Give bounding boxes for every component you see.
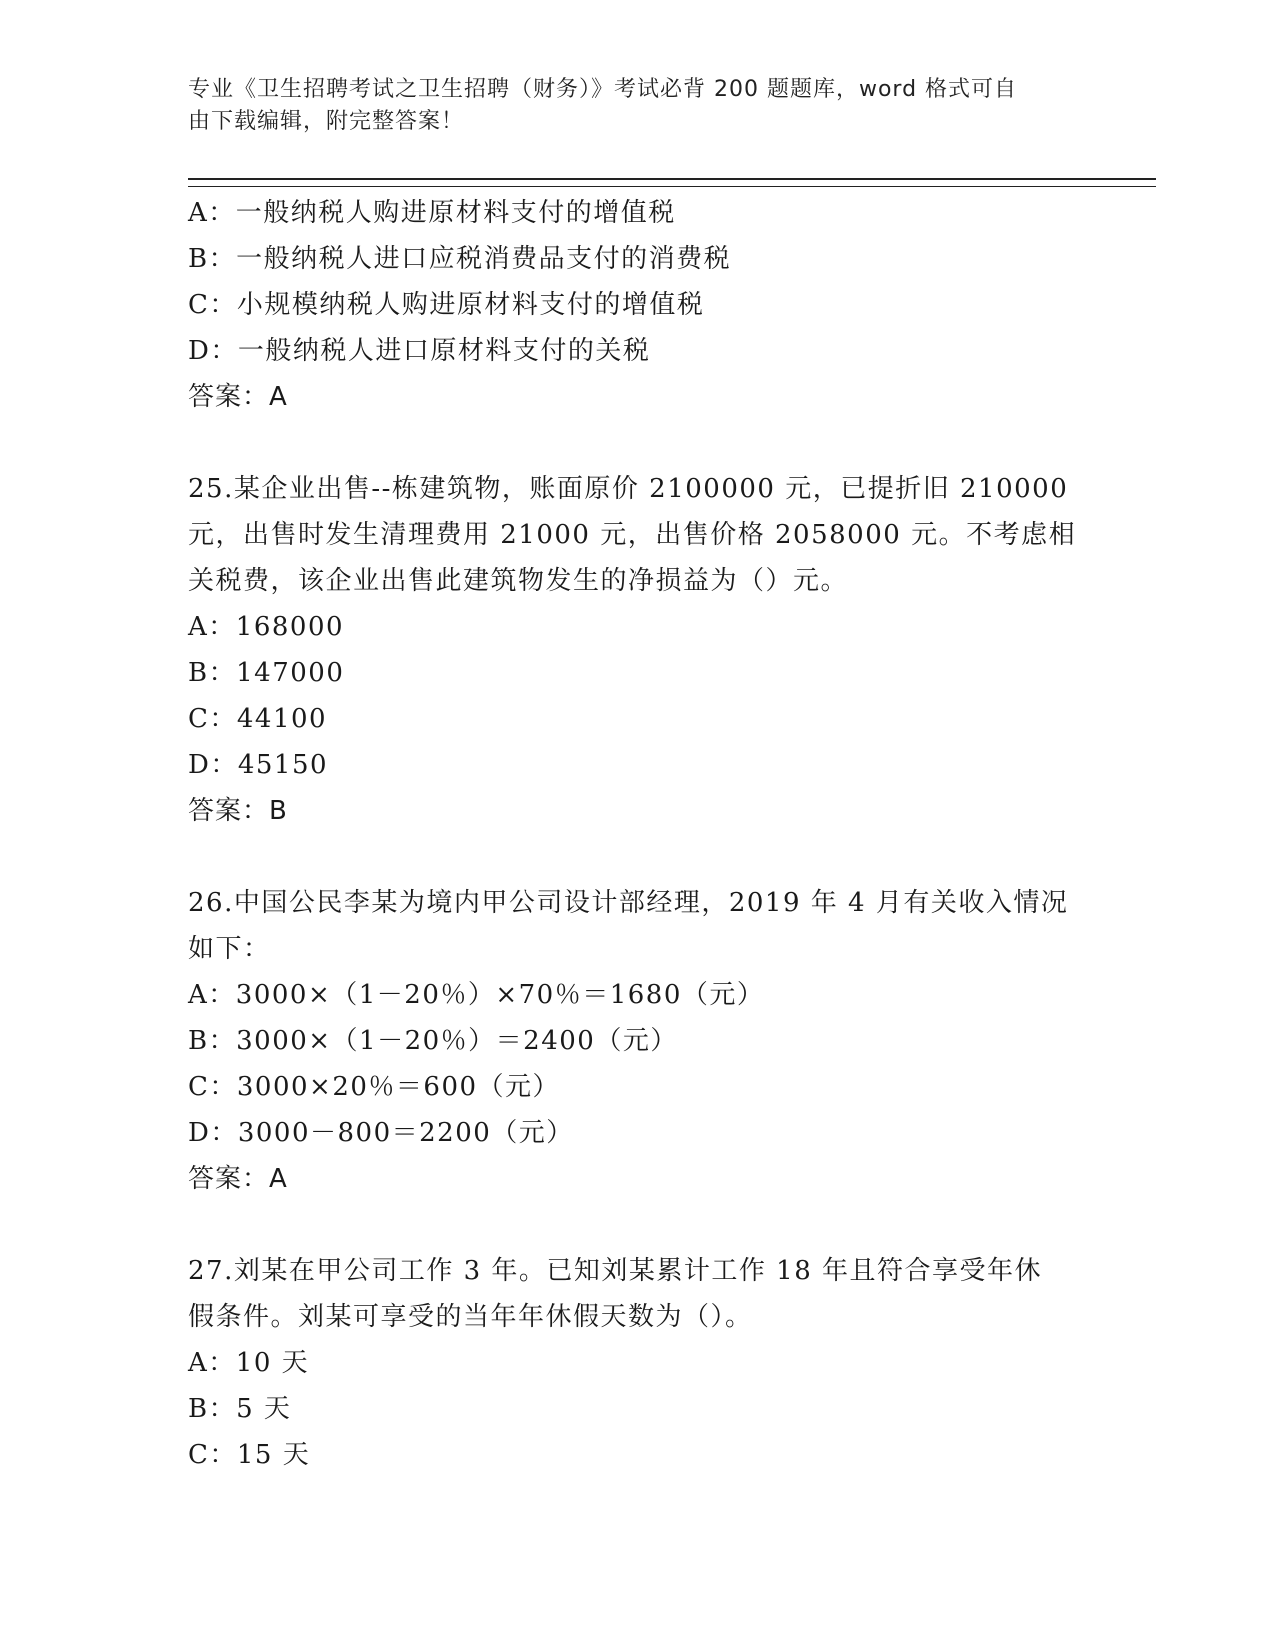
- option-d: D：3000－800＝2200（元）: [188, 1118, 574, 1148]
- option-a: A：3000×（1－20％）×70％＝1680（元）: [188, 980, 765, 1010]
- question-stem-line-2: 假条件。刘某可享受的当年年休假天数为（）。: [188, 1302, 753, 1332]
- option-b: B：3000×（1－20％）＝2400（元）: [188, 1026, 678, 1056]
- option-d: D：45150: [188, 750, 329, 780]
- option-a: A：一般纳税人购进原材料支付的增值税: [188, 198, 676, 228]
- option-a: A：10 天: [188, 1348, 310, 1378]
- question-stem-line-1: 26.中国公民李某为境内甲公司设计部经理，2019 年 4 月有关收入情况: [188, 888, 1069, 918]
- option-b: B：147000: [188, 658, 345, 688]
- question-stem-line-1: 25.某企业出售--栋建筑物，账面原价 2100000 元，已提折旧 210000: [188, 474, 1069, 504]
- option-c: C：小规模纳税人购进原材料支付的增值税: [188, 290, 705, 320]
- option-b: B：5 天: [188, 1394, 292, 1424]
- question-list: [188, 190, 1088, 1478]
- option-b: B：一般纳税人进口应税消费品支付的消费税: [188, 244, 732, 274]
- question-26: [188, 880, 1088, 1202]
- header-line-1: 专业《卫生招聘考试之卫生招聘（财务）》考试必背 200 题题库，word 格式可自: [188, 77, 1018, 102]
- header-line-2: 由下载编辑，附完整答案！: [188, 109, 465, 134]
- spacer: [188, 834, 1088, 880]
- answer-label: 答案：A: [188, 1164, 288, 1194]
- header-divider: [188, 178, 1156, 187]
- question-25: [188, 466, 1088, 834]
- option-c: C：15 天: [188, 1440, 311, 1470]
- question-stem-line-1: 27.刘某在甲公司工作 3 年。已知刘某累计工作 18 年且符合享受年休: [188, 1256, 1043, 1286]
- option-d: D：一般纳税人进口原材料支付的关税: [188, 336, 651, 366]
- question-stem-line-2: 元，出售时发生清理费用 21000 元，出售价格 2058000 元。不考虑相: [188, 520, 1077, 550]
- question-27: [188, 1248, 1088, 1478]
- option-c: C：3000×20％＝600（元）: [188, 1072, 561, 1102]
- answer-label: 答案：B: [188, 796, 288, 826]
- document-header: [188, 74, 1088, 138]
- question-stem-line-3: 关税费，该企业出售此建筑物发生的净损益为（）元。: [188, 566, 849, 596]
- option-a: A：168000: [188, 612, 345, 642]
- question-stem-line-2: 如下：: [188, 934, 271, 964]
- question-24: [188, 190, 1088, 420]
- spacer: [188, 1202, 1088, 1248]
- spacer: [188, 420, 1088, 466]
- answer-label: 答案：A: [188, 382, 288, 412]
- option-c: C：44100: [188, 704, 328, 734]
